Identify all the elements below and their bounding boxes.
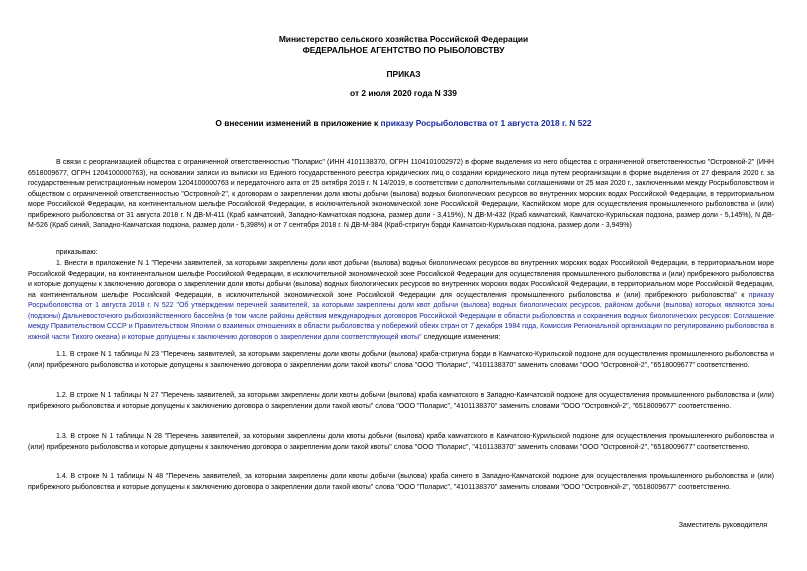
item-1-1-paragraph: 1.1. В строке N 1 таблицы N 23 "Перечень заявителей, за которыми закреплены доли квоты добычи (вылова) краба-стригуна бэрди в Камчатско-Курильской подзоне для осуществления промышленного рыболовства и (или) прибрежного рыболовства и которые допущены к заключению договора о закреплении доли такой квоты" слова "ООО "Поларис", "4101138370" заменить словами "ООО "Островной-2", "6518009677" соответственно. <box>28 351 774 369</box>
agency-heading: ФЕДЕРАЛЬНОЕ АГЕНТСТВО ПО РЫБОЛОВСТВУ <box>302 45 505 55</box>
title-prefix: О внесении изменений в приложение к <box>215 118 381 128</box>
preamble-paragraph: В связи с реорганизацией общества с ограниченной ответственностью "Поларис" (ИНН 4101138370, ОГРН 1104101002972) в форме выделения из него общества с ограниченной ответственностью "Островной-2" (ИНН 6518009677, ОГРН 1204100000763), на основании записи из выписки из Единого государственного реестра юридических лиц о создании юридического лица путем реорганизации в форме выделения от 27 февраля 2020 г. за государственным регистрационным номером 1204100000763 и передаточного акта от 25 октября 2019 г. N 14/2019, в соответствии с дополнительными соглашениями от 25 мая 2020 г., заключенными между Росрыболовством и обществом с ограниченной ответственностью "Островной-2", к договорам о закреплении доли квоты добычи (вылова) водных биологических ресурсов во внутренних морских водах Российской Федерации, в территориальном море Российской Федерации, на континентальном шельфе Российской Федерации, в исключительной экономической зоне Российской Федерации, Каспийском море для осуществления промышленного рыболовства и (или) прибрежного рыболовства от 31 августа 2018 г. N ДВ-М-411 (Краб камчатский, Западно-Камчатская подзона, размер доли - 3,419%), N ДВ-М-432 (Краб камчатский, Камчатско-Курильская подзона, размер доли - 5,145%), N ДВ-М-526 (Краб синий, Западно-Камчатская подзона, размер доли - 5,398%) и от 7 сентября 2018 г. N ДВ-М-384 (Краб-стригун бэрди Камчатско-Курильская подзона, размер доли - 3,949%) <box>28 159 774 229</box>
doc-type-heading: ПРИКАЗ <box>386 69 421 79</box>
item-1-end: следующие изменения: <box>421 333 501 341</box>
item-1-2-paragraph: 1.2. В строке N 1 таблицы N 27 "Перечень заявителей, за которыми закреплены доли квоты добычи (вылова) краба камчатского в Западно-Камчатской подзоне для осуществления промышленного рыболовства и (или) прибрежного рыболовства и которые допущены к заключению договора о закреплении доли такой квоты" слова "ООО "Поларис", "4101138370" заменить словами "ООО "Островной-2", "6518009677" соответственно. <box>28 392 774 410</box>
date-number: от 2 июля 2020 года N 339 <box>350 88 457 98</box>
item-1-4-paragraph: 1.4. В строке N 1 таблицы N 48 "Перечень заявителей, за которыми закреплены доли квоты добычи (вылова) краба синего в Западно-Камчатской подзоне для осуществления промышленного рыболовства и (или) прибрежного рыболовства и которые допущены к заключению договора о закреплении доли такой квоты" слова "ООО "Поларис", "4101138370" заменить словами "ООО "Островной-2", "6518009677" соответственно. <box>28 473 774 491</box>
signature-line: Заместитель руководителя <box>678 522 767 529</box>
item-1-order-link[interactable]: приказу Росрыболовства от 1 августа 2018 г. N 522 "Об утверждении перечней заявителей, за которыми закреплены доли квот добычи (вылова) водных биологических ресурсов, районом добычи (вылова) которых являются зоны (подзоны) Дальневосточного рыбохозяйственного бассейна (в том числе районы действия международных договоров Российской Федерации в области рыболовства и сохранения водных биологических ресурсов: Соглашение между Правительством СССР и Правительством Японии о взаимных отношениях в области рыболовства у побережий обеих стран от 7 декабря 1984 года, Комиссия Региональной организации по регулированию рыболовства в южной части Тихого океана) и которые допущены к заключению договоров о закреплении доли соответствующей квоты" <box>28 291 774 341</box>
title-order-link[interactable]: приказу Росрыболовства от 1 августа 2018 г. N 522 <box>380 118 592 128</box>
ministry-heading: Министерство сельского хозяйства Российской Федерации <box>278 34 529 44</box>
item-1-text: 1. Внести в приложение N 1 "Перечни заявителей, за которыми закреплены доли квот добычи (вылова) водных биологических ресурсов во внутренних морских водах Российской Федерации, в территориальном море Российской Федерации, на континентальном шельфе Российской Федерации, в исключительной экономической зоне Российской Федерации для осуществления промышленного рыболовства и (или) прибрежного рыболовства и которые допущены к заключению договора о закреплении доли квоты добычи (вылова) водных биологических ресурсов во внутренних морских водах Российской Федерации, в территориальном море Российской Федерации, на континентальном шельфе Российской Федерации, в исключительной экономической зоне Российской Федерации для осуществления промышленного рыболовства и (или) прибрежного рыболовства" к <box>28 260 774 299</box>
item-1-3-paragraph: 1.3. В строке N 1 таблицы N 28 "Перечень заявителей, за которыми закреплены доли квоты добычи (вылова) краба камчатского в Камчатско-Курильской подзоне для осуществления промышленного рыболовства и (или) прибрежного рыболовства и которые допущены к заключению договора о закреплении доли такой квоты" слова "ООО "Поларис", "4101138370" заменить словами "ООО "Островной-2", "6518009677" соответственно. <box>28 433 774 451</box>
item-1-paragraph <box>28 259 774 343</box>
document-title <box>0 117 807 130</box>
order-word: приказываю: <box>56 249 98 256</box>
